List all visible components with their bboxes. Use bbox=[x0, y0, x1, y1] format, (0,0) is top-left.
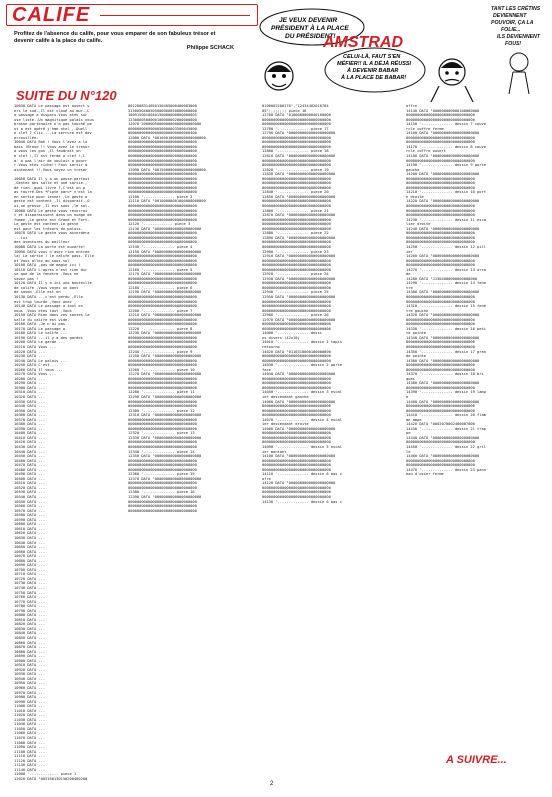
bubble-one-line-3: DU PRÉSIDENT! bbox=[285, 33, 336, 40]
bubble-three-text: TANT LES CRÉTINS DEVIENNENT POUVOIR, ÇA LA FOLIE... ILS DEVIENNENT FOUS! bbox=[491, 6, 541, 47]
listing-column-2: 8012808314050150405000400083000 3150050400505000060050800000000 1809150010040150000000800000005 1230000500000100000002000000000 12070'200000500000000000000000000 0000000009000050000003500045000 0000000000000000000000000000400 12080 DATA "00160010000000000000000 0000000000000000000000000000000 0000000000000000000000000000000 0000000000000000000000000000000 0000000000000000000000000000000 0000000000000000000000000000000 0000000000000000000000000000000 12090 DATA "00150000000000000000000 0000000000000000000000000000000 0000000000000000000000000000000 0000000000000000000000000000000 0000000000000000000000000000000 0000000000000000000000000000000 12100 '-------------- piece 2 12110 DATA "00100008001000000000000 0000000000000000000000000000000 0000000000000000000000000000000 0000000000000000000000000000000 0000000000000000000000000000000 12120 '------------- piece 3 12130 DATA "000000000000000000000 0000000000000000000000000000000 0000000000000000000000000000000 0000000000000000000000000000000 12140 '-------------- piece 4 12150 DATA "000000000000000000000 0000000000000000000000000000000 0000000000000000000000000000000 0000000000000000000000000000000 12160 '-------------- piece 5 12170 DATA "000000000000000000000 0000000000000000000000000000000 0000000000000000000000000000000 12180 '-------------- piece 6 12190 DATA "000000000000000000000 0000000000000000000000000000000 0000000000000000000000000000000 0000000000000000000000000000000 12200 '-------------- piece 7 12210 DATA "000000000000000000000 0000000000000000000000000000000 0000000000000000000000000000000 12220 '-------------- piece 8 12230 DATA "000000000000000000000 0000000000000000000000000000000 0000000000000000000000000000000 0000000000000000000000000000000 12240 '-------------- piece 9 12250 DATA "000000000000000000000 0000000000000000000000000000000 0000000000000000000000000000000 12260 '-------------- piece 10 12270 DATA "000000000000000000000 0000000000000000000000000000000 0000000000000000000000000000000 0000000000000000000000000000000 12280 '-------------- piece 11 12290 DATA "000000000000000000000 0000000000000000000000000000000 0000000000000000000000000000000 12300 '-------------- piece 12 12310 DATA "000000000000000000000 0000000000000000000000000000000 0000000000000000000000000000000 0000000000000000000000000000000 12320 '-------------- piece 13 12330 DATA "000000000000000000000 0000000000000000000000000000000 0000000000000000000000000000000 12340 '-------------- piece 14 12350 DATA "000000000000000000000 0000000000000000000000000000000 0000000000000000000000000000000 0000000000000000000000000000000 12360 '-------------- piece 15 12370 DATA "000000000000000000000 0000000000000000000000000000000 0000000000000000000000000000000 12380 '-------------- piece 16 12390 DATA "000000000000000000000 0000000000000000000000000000000 0000000000000000000000000000000 0000000000000000000000000000000 bbox=[128, 104, 206, 513]
author-signature: Philippe SCHACK bbox=[186, 45, 234, 51]
title-underline bbox=[100, 15, 250, 16]
amstrad-label: AMSTRAD bbox=[323, 34, 403, 51]
intro-text bbox=[14, 31, 234, 52]
page-number: 2 bbox=[270, 781, 274, 787]
bubble-one-line-2: PRÉSIDENT À LA PLACE bbox=[271, 25, 349, 32]
bubble-one-line-1: JE VEUX DEVENIR bbox=[279, 17, 338, 24]
listing-column-4: offre 14140 DATA "000000000000100060000 0000000000000000000000000000000 0000000000000000000000000000000 14150 '-------------- dessin 7 couve rcle coffre ferme 14160 DATA "000000000000000000000 0000000000000000000000000000000 0000000000000000000000000000000 14170 '-------------- dessin 8 couve rcle coffre ouvert 14180 DATA "000000000000000000000 0000000000000000000000000000000 14190 '-------------- dessin 9 porte gauche 14200 DATA "000000000000000000000 0000000000000000000000000000000 0000000000000000000000000000000 0000000000000000000000000000000 14210 '-------------- dessin 10 port e droite 14220 DATA "000000000000000000000 0000000000000000000000000000000 0000000000000000000000000000000 0000000000000000000000000000000 14230 '-------------- dessin 11 esca lier droite 14240 DATA "000000000000000000000 0000000000000000000000000000000 0000000000000000000000000000000 0000000000000000000000000000000 14250 '-------------- dessin 12 pill ier 14260 DATA "000000000000000000000 0000000000000000000000000000000 0000000000000000000000000000000 14270 '-------------- dessin 13 arca de 14280 DATA "J1504000000000000000 14290 '-------------- dessin 14 fene tre 14300 DATA "000000000000000000000 0000000000000000000000000000000 0000000000000000000000000000000 14310 '-------------- dessin 15 fene tre gauche 14320 DATA "000000000000000000000 0000000000000000000000000000000 0000000000000000000000000000000 14330 '-------------- dessin 16 peti te pointe 14340 DATA "000000000000000000000 0000000000000000000000000000000 0000000000000000000000000000000 14350 '-------------- dessin 17 gran de pointe 14360 DATA "000000000000000000000 0000000000000000000000000000000 0000000000000000000000000000000 14370 '-------------- dessin 18 bri ques 14380 DATA "000000000000000000000 0000000000000000000000000000000 14390 '-------------- dessin 19 lamp e 14400 DATA "000000000000000000000 0000000000000000000000000000000 0000000000000000000000000000000 14410 '-------------- dessin 20 flam me ampe 14420 DATA "0002070002400007000 14430 '-------------- dessin 21 trap pe 14440 DATA "000000000000000000000 0000000000000000000000000000000 14450 '-------------- dessin 22 gril le 14460 DATA "000000000000000000000 0000000000000000000000000000000 0000000000000000000000000000000 14470 '-------------- dessin 23 pann eau d'ocier ferme bbox=[406, 104, 486, 477]
listing-column-3: 0106002200270","12434402010784 05";,;;;;;; piece 16 12760 DATA "0100000000040100000 0000000000000000000000000000000 0000000000000000000000000000000 12780 '-------------- piece 17 12790 DATA "000000000000000000000 0000000000000000000000000000000 0000000000000000000000000000000 0000000000000000000000000000000 12800 '-------------- piece 18 12810 DATA "000000000000000000000 0000000000000000000000000000000 0000000000000000000000000000000 12820 '-------------- piece 19 12830 DATA "000000000000000000000 0000000000000000000000000000000 0000000000000000000000000000000 0000000000000000000000000000000 12840 '-------------- piece 20 12850 DATA "000000000000000000000 0000000000000000000000000000000 0000000000000000000000000000000 12860 '-------------- piece 21 12870 DATA "000000000000000000000 0000000000000000000000000000000 0000000000000000000000000000000 0000000000000000000000000000000 12880 '-------------- piece 22 12890 DATA "000000000000000000000 0000000000000000000000000000000 0000000000000000000000000000000 12900 '-------------- piece 23 12910 DATA "000000000000000000000 0000000000000000000000000000000 0000000000000000000000000000000 0000000000000000000000000000000 12920 '-------------- piece 24 12930 DATA "000000000000000000000 0000000000000000000000000000000 0000000000000000000000000000000 12940 '-------------- piece 25 12950 DATA "000000000000000000000 0000000000000000000000000000000 0000000000000000000000000000000 0000000000000000000000000000000 12960 '-------------- piece 26 12970 DATA "000000000000000000000 0000000000000000000000000000000 0000000000000000000000000000000 14000 '-------------- dessi ns divers (42x10) 14010 '-------------- dessin 1 tapis retourne 14020 DATA "0110310000100000000 0000000000000000000000000000000 0000000000000000000000000000000 14030 '-------------- dessin 2 porte face 14040 DATA "000000000000000000000 0000000000000000000000000000000 0000000000000000000000000000000 0000000000000000000000000000000 14050 '-------------- dessin 3 escal ier descendant gauche 14060 DATA "000000000000000000000 0000000000000000000000000000000 0000000000000000000000000000000 0000000000000000000000000000000 14070 '-------------- dessin 4 escal ier descendant droite 14080 DATA "000000000000000000000 0000000000000000000000000000000 0000000000000000000000000000000 0000000000000000000000000000000 14090 '-------------- dessin 5 escal ier montant 14100 DATA "000000000000000000000 0000000000000000000000000000000 0000000000000000000000000000000 0000000000000000000000000000000 14110 '-------------- dessin 6 bas c ofre 14120 DATA "000000000000000000000 0000000000000000000000000000000 0000000000000000000000000000000 0000000000000000000000000000000 14130 '-------------- dessin 6 bas c bbox=[262, 104, 342, 504]
bubble-two-text: CELUI-LÀ, FAUT S'EN MÉFIER!! IL A DÉJÀ RÉUSSI À DEVENIR BABAR À LA PLACE DE BABAR! bbox=[337, 54, 412, 81]
a-suivre-label: A SUIVRE... bbox=[446, 754, 507, 766]
intro-paragraph: Profitez de l'absence du calife, pour vous emparer de son fabuleux trésor et devenir calife à la place du calife. bbox=[14, 31, 216, 44]
page-title: CALIFE bbox=[12, 4, 91, 26]
listing-column-1: 10030 DATA Le passage est ouvert v ers le sud.,Il est cloué au mur.,L a passage a disparu.Vous etes sur use liste.,Un magnifique palais vous brasse partenaire n'a pas touché pe ut a est opéré j'hme ntel ,-Quell e clef ? Clic...,La serrure est dev errouillée. 10040 DATA Bah ! Vous l'avez a la bais !Bravo !! Vous avez le tresor a vous les gus ,Il faudrait un e clef !,Il est ferme a clef !,L a' a pas l'air de vouloir a pourr r.Vous etes riche!! Faut sortir m aintenant !!,Vous voyez un tresor . 10050 DATA Il y a un passe-partout ,Gentes des salle et une sortie., de rien.-quoi livre ?,C'est un p as fourré.Des *Fipte paru* n'est la en sortie pour lenner ,Le geste a geste est content ,Il disparait.,O ui,ne grosse ,Il est sous ,le sol. 10060 DATA Le geste vous reverrai t et disparaissent dans un nuage de fumee.,Le geste est Grand et Fort. Le geste est content,Le geste est pour les trésors du palais. 10070 DATA Le geste vous accordera ...Lui des aventures du meilleur 10080 DATA La porte est ouverte! 10090 DATA vous n'avez rien entree la! La sortie ! le calife pass. Elle et Vous allez au sous-sol 10100 DATA ,pas de magie ici ! 10110 DATA L'apres n'est rien dir se que de la fenetre ,Vous ne savez pas ! 10120 DATA Il y a ici une bouteille de calife ,Vous voyez un bont de savon ,Elle est un 10130 DATA ...c'est perdu ,Elle est trop lourde ,Vous avez , 10140 DATA Le passage a tout en nous ,Vous etes tout ,Vous 10150 DATA Rien dans ces soutes la salle du calife est vide. 10160 DATA ,Je n'ai pas . 10170 DATA Le passage a 10180 DATA Le calife ... 10190 DATA ...il y a des gardes 10200 DATA Le garde ... 10210 DATA Vous ... 10220 DATA ... 10230 DATA ... 10240 DATA Le palais ... 10250 DATA C'est ... 10260 DATA Il vous ... 10270 DATA Vous ... 10280 DATA ... 10290 DATA ... 10300 DATA ... 10310 DATA ... 10320 DATA ... 10330 DATA ... 10340 DATA ... 10350 DATA ... 10360 DATA ... 10370 DATA ... 10380 DATA ... 10390 DATA ... 10400 DATA ... 10410 DATA ... 10420 DATA ... 10430 DATA ... 10440 DATA ... 10450 DATA ... 10460 DATA ... 10470 DATA ... 10480 DATA ... 10490 DATA ... 10500 DATA ... 10510 DATA ... 10520 DATA ... 10530 DATA ... 10540 DATA ... 10550 DATA ... 10560 DATA ... 10570 DATA ... 10580 DATA ... 10590 DATA ... 10600 DATA ... 10610 DATA ... 10620 DATA ... 10630 DATA ... 10640 DATA ... 10650 DATA ... 10660 DATA ... 10670 DATA ... 10680 DATA ... 10690 DATA ... 10700 DATA ... 10710 DATA ... 10720 DATA ... 10730 DATA ... 10740 DATA ... 10750 DATA ... 10760 DATA ... 10770 DATA ... 10780 DATA ... 10790 DATA ... 10800 DATA ... 10810 DATA ... 10820 DATA ... 10830 DATA ... 10840 DATA ... 10850 DATA ... 10860 DATA ... 10870 DATA ... 10880 DATA ... 10890 DATA ... 10900 DATA ... 10910 DATA ... 10920 DATA ... 10930 DATA ... 10940 DATA ... 10950 DATA ... 10960 DATA ... 10970 DATA ... 10980 DATA ... 10990 DATA ... 11000 DATA ... 11010 DATA ... 11020 DATA ... 11030 DATA ... 11040 DATA ... 11050 DATA ... 11060 DATA ... 11070 DATA ... 11080 DATA ... 11090 DATA ... 11100 DATA ... 11110 DATA ... 11120 DATA ... 11130 DATA ... 11140 DATA ... 12000 '------------- piece 1 12020 DATA "003160130150200480200 bbox=[14, 104, 94, 781]
suite-heading: SUITE DU N°120 bbox=[16, 88, 117, 103]
cartoon-illustration bbox=[257, 2, 547, 104]
